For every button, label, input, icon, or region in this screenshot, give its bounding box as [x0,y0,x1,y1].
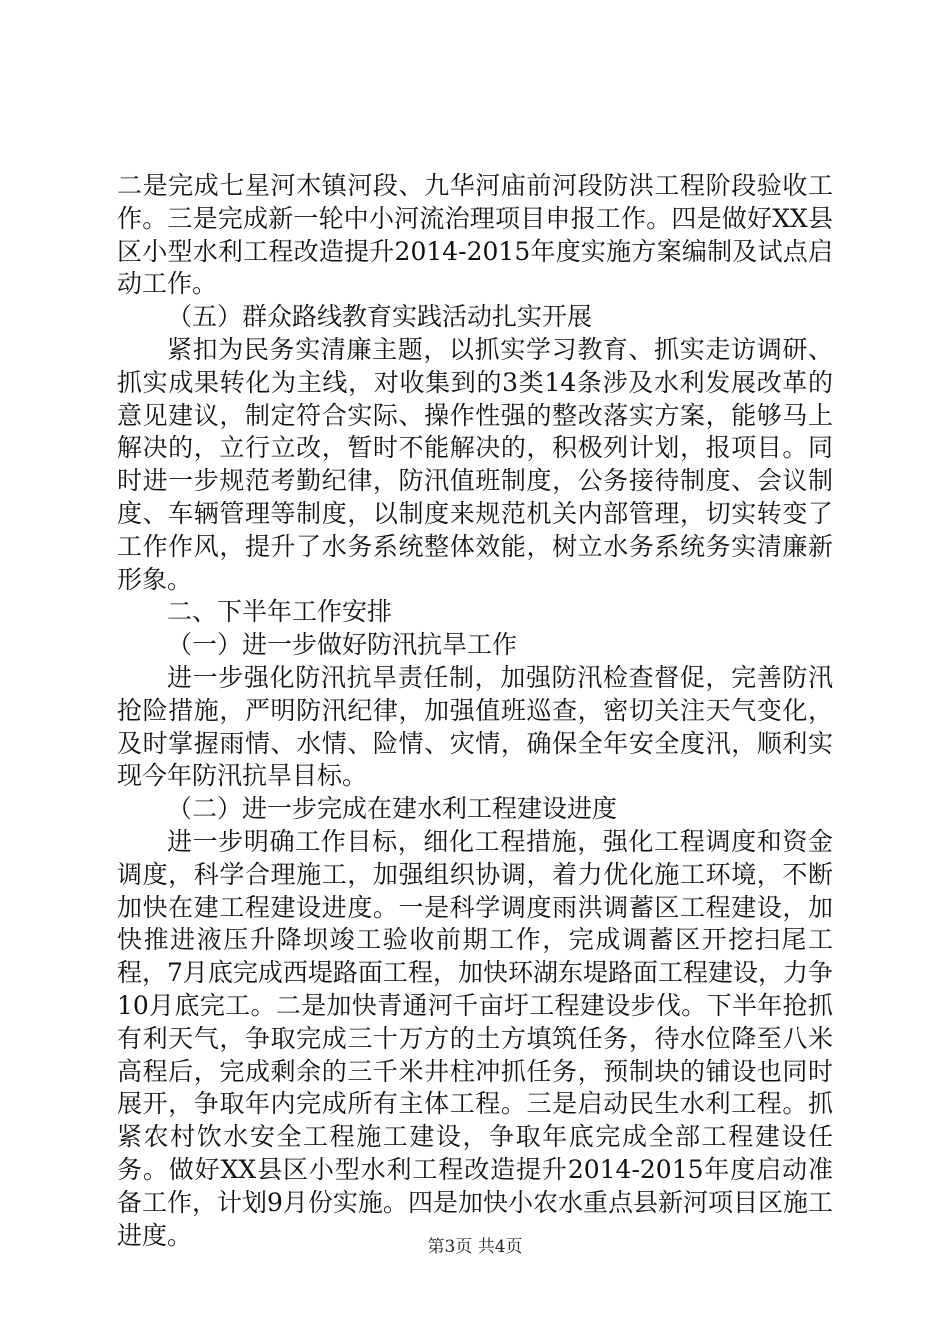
document-body [117,170,833,1252]
paragraph-construction-details: 进一步明确工作目标，细化工程措施，强化工程调度和资金调度，科学合理施工，加强组织协调，着力优化施工环境，不断加快在建工程建设进度。一是科学调度雨洪调蓄区工程建设，加快推进液压升降坝竣工验收前期工作，完成调蓄区开挖扫尾工程，7月底完成西堤路面工程，加快环湖东堤路面工程建设，力争10月底完工。二是加快青通河千亩圩工程建设步伐。下半年抢抓有利天气，争取完成三十万方的土方填筑任务，待水位降至八米高程后，完成剩余的三千米井柱冲抓任务，预制块的铺设也同时展开，争取年内完成所有主体工程。三是启动民生水利工程。抓紧农村饮水安全工程施工建设，争取年底完成全部工程建设任务。做好XX县区小型水利工程改造提升2014-2015年度启动准备工作，计划9月份实施。四是加快小农水重点县新河项目区施工进度。 [117,826,833,1250]
heading-flood-drought-work: （一）进一步做好防汛抗旱工作 [167,630,518,660]
heading-construction-progress: （二）进一步完成在建水利工程建设进度 [167,794,618,824]
page-number-footer: 第3页 共4页 [427,1237,523,1257]
paragraph-mass-line-details: 紧扣为民务实清廉主题，以抓实学习教育、抓实走访调研、抓实成果转化为主线，对收集到的3类14条涉及水利发展改革的意见建议，制定符合实际、操作性强的整改落实方案，能够马上解决的，立行立改，暂时不能解决的，积极列计划，报项目。同时进一步规范考勤纪律，防汛值班制度，公务接待制度、会议制度、车辆管理等制度，以制度来规范机关内部管理，切实转变了工作作风，提升了水务系统整体效能，树立水务系统务实清廉新形象。 [117,334,833,594]
paragraph-flood-drought-details: 进一步强化防汛抗旱责任制，加强防汛检查督促，完善防汛抢险措施，严明防汛纪律，加强值班巡查，密切关注天气变化，及时掌握雨情、水情、险情、灾情，确保全年安全度汛，顺利实现今年防汛抗旱目标。 [117,662,833,791]
heading-second-half-plan: 二、下半年工作安排 [167,597,393,627]
paragraph-continuation: 二是完成七星河木镇河段、九华河庙前河段防洪工程阶段验收工作。三是完成新一轮中小河流治理项目申报工作。四是做好XX县区小型水利工程改造提升2014-2015年度实施方案编制及试点启动工作。 [117,171,833,299]
heading-mass-line-education: （五）群众路线教育实践活动扎实开展 [167,302,593,332]
